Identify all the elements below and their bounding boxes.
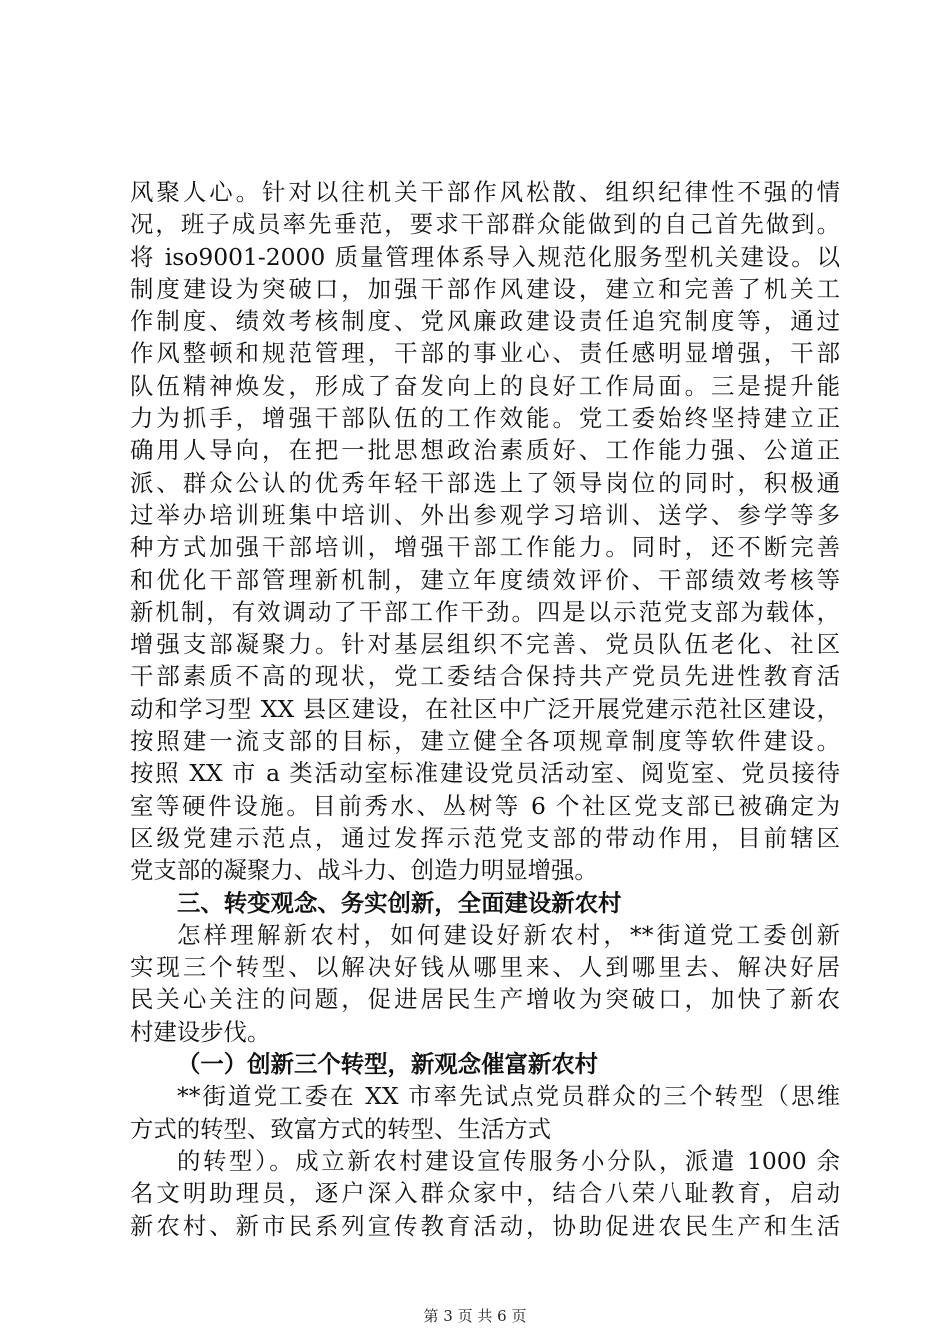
text-line: 将 iso9001-2000 质量管理体系导入规范化服务型机关建设。以 [130,242,840,271]
text-line: 作制度、绩效考核制度、党风廉政建设责任追究制度等，通过 [130,307,840,336]
subsection-heading: （一）创新三个转型，新观念催富新农村 [177,1050,599,1079]
text-line: 过举办培训班集中培训、外出参观学习培训、送学、参学等多 [130,500,840,529]
text-line: 和优化干部管理新机制，建立年度绩效评价、干部绩效考核等 [130,565,840,594]
document-body [130,176,840,1242]
text-line: 增强支部凝聚力。针对基层组织不完善、党员队伍老化、社区 [130,630,840,659]
text-line: **街道党工委在 XX 市率先试点党员群众的三个转型（思维 [177,1082,840,1111]
text-line: 的转型）。成立新农村建设宣传服务小分队，派遣 1000 余 [177,1146,840,1175]
text-line: 确用人导向，在把一批思想政治素质好、工作能力强、公道正 [130,436,840,465]
page-footer: 第 3 页 共 6 页 [423,1307,527,1325]
text-line: 力为抓手，增强干部队伍的工作效能。党工委始终坚持建立正 [130,404,840,433]
text-line: 区级党建示范点，通过发挥示范党支部的带动作用，目前辖区 [130,823,840,852]
text-line: 制度建设为突破口，加强干部作风建设，建立和完善了机关工 [130,274,840,303]
text-line: 党支部的凝聚力、战斗力、创造力明显增强。 [130,856,598,885]
text-line: 村建设步伐。 [130,1017,271,1046]
text-line: 方式的转型、致富方式的转型、生活方式 [130,1114,552,1143]
text-line: 按照 XX 市 a 类活动室标准建设党员活动室、阅览室、党员接待 [130,759,840,788]
text-line: 队伍精神焕发，形成了奋发向上的良好工作局面。三是提升能 [130,371,840,400]
text-line: 实现三个转型、以解决好钱从哪里来、人到哪里去、解决好居 [130,953,840,982]
text-line: 怎样理解新农村，如何建设好新农村，**街道党工委创新 [177,920,840,949]
text-line: 新农村、新市民系列宣传教育活动，协助促进农民生产和生活 [130,1211,840,1240]
text-line: 动和学习型 XX 县区建设，在社区中广泛开展党建示范社区建设， [130,694,840,723]
text-line: 种方式加强干部培训，增强干部工作能力。同时，还不断完善 [130,533,840,562]
text-line: 况，班子成员率先垂范，要求干部群众能做到的自己首先做到。 [130,210,840,239]
text-line: 风聚人心。针对以往机关干部作风松散、组织纪律性不强的情 [130,178,840,206]
text-line: 派、群众公认的优秀年轻干部选上了领导岗位的同时，积极通 [130,468,840,497]
text-line: 室等硬件设施。目前秀水、丛树等 6 个社区党支部已被确定为 [130,791,840,820]
section-heading: 三、转变观念、务实创新，全面建设新农村 [177,888,622,917]
text-line: 干部素质不高的现状，党工委结合保持共产党员先进性教育活 [130,662,840,691]
text-line: 作风整顿和规范管理，干部的事业心、责任感明显增强，干部 [130,339,840,368]
text-line: 民关心关注的问题，促进居民生产增收为突破口，加快了新农 [130,985,840,1014]
text-line: 新机制，有效调动了干部工作干劲。四是以示范党支部为载体， [130,597,840,626]
text-line: 按照建一流支部的目标，建立健全各项规章制度等软件建设。 [130,727,840,756]
text-line: 名文明助理员，逐户深入群众家中，结合八荣八耻教育，启动 [130,1179,840,1208]
